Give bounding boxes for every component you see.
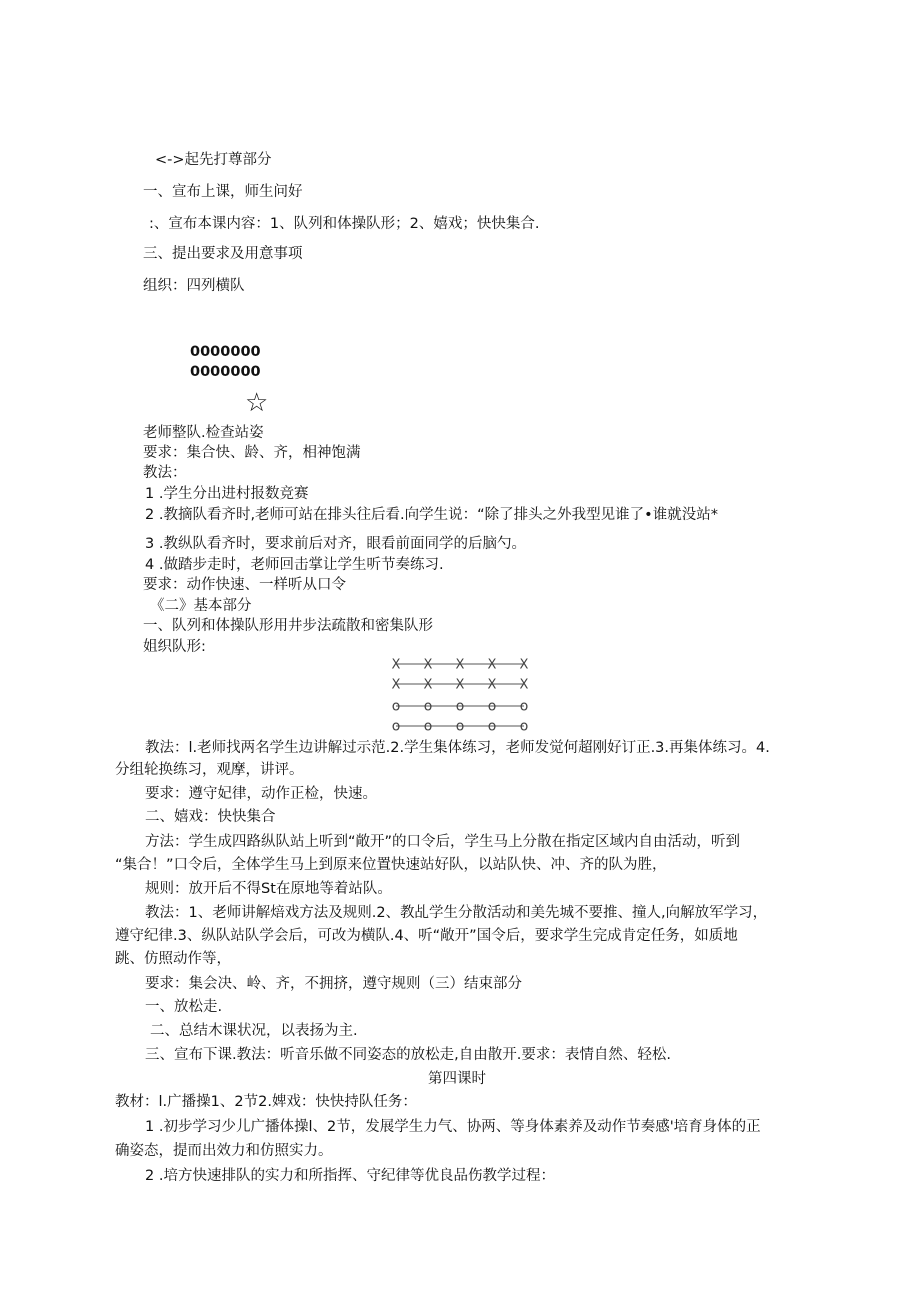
end-item-1: 一、放松走.	[145, 999, 223, 1015]
lesson-4-material: 教材：l.广播操1、2节2.婢戏：快快持队任务：	[115, 1094, 417, 1110]
formation-x-marker: X	[487, 657, 497, 673]
game-rule: 规则：放开后不得St在原地等着站队。	[145, 881, 392, 897]
basic-item-1: 一、队列和体操队形用井步法疏散和密集队形	[143, 618, 433, 634]
game-method-line-1: 教法：1、老师讲解焙戏方法及规则.2、教乩学生分散活动和美先城不要推、撞人,向解放军学习，	[145, 905, 768, 921]
start-item-1: 一、宣布上课，师生问好	[143, 184, 303, 200]
basic-part-heading: 《二》基本部分	[150, 598, 252, 614]
formation-row-1: 0000000	[190, 344, 261, 360]
start-item-3: 三、提出要求及用意事项	[143, 246, 303, 262]
basic-item-2: 二、嬉戏：快快集合	[145, 809, 276, 825]
method-step-1: 1 .学生分出进村报数竞赛	[145, 486, 309, 502]
end-item-2: 二、总结木课状况，以表扬为主.	[150, 1023, 358, 1039]
formation-o-marker: o	[455, 698, 465, 715]
formation-row-2: 0000000	[190, 364, 261, 380]
game-way-line-2: “集合！”口令后，全体学生马上到原来位置快速站好队，以站队快、冲、齐的队为胜，	[115, 857, 667, 873]
organize-line: 组织：四列横队	[143, 278, 245, 294]
teacher-star-icon: ☆	[245, 388, 269, 418]
formation-o-marker: o	[487, 698, 497, 715]
formation-x-marker: X	[423, 657, 433, 673]
requirement-1: 要求：集合快、龄、齐，相神饱满	[143, 445, 361, 461]
formation-o-marker: o	[391, 718, 401, 735]
game-method-line-3: 跳、仿照动作等，	[115, 951, 231, 967]
basic-method-line-2: 分组轮换练习，观摩，讲评。	[115, 762, 304, 778]
teacher-check-line: 老师整队.检查站姿	[143, 425, 264, 441]
formation-x-marker: X	[455, 677, 465, 693]
game-way-line-1: 方法：学生成四路纵队站上听到“敞开”的口令后，学生马上分散在指定区域内自由活动，听到	[145, 834, 741, 850]
formation-o-marker: o	[519, 718, 529, 735]
formation-o-marker: o	[423, 698, 433, 715]
formation-x-marker: X	[391, 657, 401, 673]
end-item-3: 三、宣布下课.教法：听音乐做不同姿态的放松走,自由散开.要求：表情自然、轻松.	[145, 1047, 671, 1063]
formation-x-marker: X	[519, 677, 529, 693]
lesson-4-task-1b: 确姿态，提而出效力和仿照实力。	[115, 1143, 333, 1159]
start-item-2: :、宣布本课内容：1、队列和体操队形；2、嬉戏；快快集合.	[149, 216, 540, 232]
formation-x-marker: X	[423, 677, 433, 693]
basic-method-line-1: 教法：l.老师找两名学生边讲解过示范.2.学生集体练习，老师发觉何超刚好订正.3.再集体练习。4.	[145, 740, 770, 756]
formation-o-marker: o	[455, 718, 465, 735]
game-requirement: 要求：集会决、岭、齐，不拥挤，遵守规则（三）结束部分	[145, 976, 522, 992]
formation-label: 姐织队形:	[143, 639, 206, 655]
method-step-3: 3 .教纵队看齐时，要求前后对齐，眼看前面同学的后脑勺。	[145, 536, 526, 552]
method-step-2: 2 .教摘队看齐时,老师可站在排头往后看.向学生说：“除了排头之外我型见谁了•谁就没站*	[145, 507, 718, 523]
formation-o-marker: o	[391, 698, 401, 715]
method-step-4: 4 .做踏步走时，老师回击掌让学生听节奏练习.	[145, 557, 444, 573]
formation-o-marker: o	[487, 718, 497, 735]
formation-x-marker: X	[391, 677, 401, 693]
formation-x-marker: X	[519, 657, 529, 673]
requirement-2: 要求：动作快速、一样听从口令	[143, 577, 346, 593]
start-part-heading: <->起先打尊部分	[155, 152, 272, 168]
formation-diagram	[388, 652, 533, 736]
lesson-4-task-2: 2 .培方快速排队的实力和所指挥、守纪律等优良品伤教学过程：	[145, 1168, 555, 1184]
formation-x-marker: X	[455, 657, 465, 673]
basic-requirement-1: 要求：遵守妃律，动作正检，快速。	[145, 786, 377, 802]
lesson-4-task-1a: 1 .初步学习少儿广播体操l、2节，发展学生力气、协两、等身体素养及动作节奏感'培育身体的正	[145, 1119, 761, 1135]
formation-o-marker: o	[423, 718, 433, 735]
formation-x-marker: X	[487, 677, 497, 693]
game-method-line-2: 遵守纪律.3、纵队站队学会后，可改为横队.4、听“敞开”国令后，要求学生完成肯定任务，如质地	[115, 928, 738, 944]
formation-o-marker: o	[519, 698, 529, 715]
method-label: 教法：	[143, 465, 187, 481]
lesson-4-title: 第四课时	[428, 1071, 486, 1087]
